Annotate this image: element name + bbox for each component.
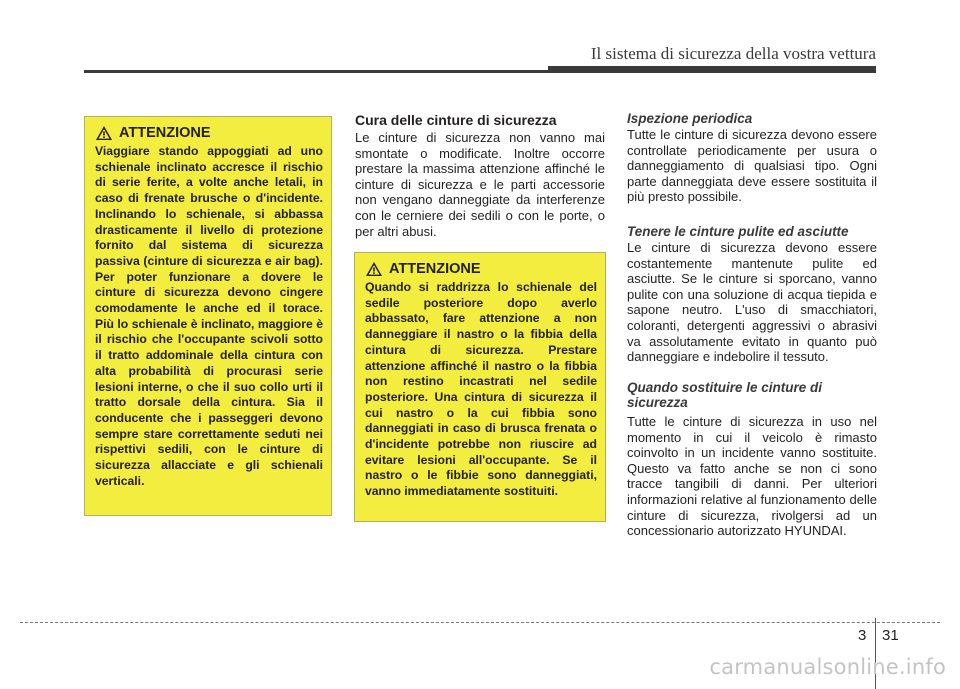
chapter-number: 3 [858, 627, 867, 644]
warning-box-seatback [354, 252, 606, 522]
warning-text: Quando si raddrizza lo schienale del sedile posteriore dopo averlo abbassato, fare attenzione a non danneggiare il nastro o la fibbia della cintura di sicurezza. Prestare attenzione affinché il nastro o la fibbia non restino incastrati nel sedile posteriore. Una cintura di sicurezza il cui nastro o la cui fibbia sono danneggiati in caso di brusca frenata o d'incidente potrebbe non riuscire ad evitare lesioni all'occupante. Se il nastro o le fibbie sono danneggiati, vanno immediatamente sostituiti. [365, 280, 597, 499]
warning-box-reclined-seat [84, 116, 332, 516]
warning-header [365, 261, 597, 277]
section-heading-sostituire: Quando sostituire le cinture di sicurezza [627, 380, 823, 410]
warning-title: ATTENZIONE [389, 261, 481, 277]
warning-text: Viaggiare stando appoggiati ad uno schienale inclinato accresce il rischio di serie ferite, a volte anche letali, in caso di frenate brusche o d'incidente. Inclinando lo schienale, si abbassa drasticamente il livello di protezione fornito dal sistema di sicurezza passiva (cinture di sicurezza e air bag). Per poter funzionare a dovere le cinture di sicurezza devono cingere comodamente le anche ed il torace. Più lo schienale è inclinato, maggiore è il rischio che l'occupante scivoli sotto il tratto addominale della cintura con alta probabilità di procurasi serie lesioni interne, o che il suo collo urti il tratto dorsale della cintura. Sia il conducente che i passeggeri devono sempre stare correttamente seduti nei rispettivi sedili, con le cinture di sicurezza allacciate e gli schienali verticali. [95, 144, 323, 488]
header-rule-accent [548, 66, 876, 73]
section-text-cura: Le cinture di sicurezza non vanno mai smontate o modificate. Inoltre occorre prestare la massima attenzione affinché le cinture di sicurezza e le parti accessorie non vengano danneggiate da interferenze con le cerniere dei sedili o con le porte, o per altri abusi. [355, 130, 605, 239]
page-header-title: Il sistema di sicurezza della vostra vettura [590, 44, 876, 63]
watermark: carmanualsonline.info [709, 655, 946, 679]
warning-header [95, 125, 323, 141]
section-heading-cura: Cura delle cinture di sicurezza [355, 112, 557, 128]
warning-triangle-icon [365, 261, 383, 277]
warning-title: ATTENZIONE [119, 125, 211, 141]
section-heading-ispezione: Ispezione periodica [627, 111, 753, 126]
page-number: 31 [882, 627, 899, 644]
section-text-sostituire: Tutte le cinture di sicurezza in uso nel momento in cui il veicolo è rimasto coinvolto in un incidente vanno sostituite. Questo va fatto anche se non ci sono tracce tangibili di danni. Per ulteriori informazioni relative al funzionamento delle cinture di sicurezza, rivolgersi ad un concessionario autorizzato HYUNDAI. [627, 414, 877, 539]
warning-triangle-icon [95, 125, 113, 141]
section-heading-pulite: Tenere le cinture pulite ed asciutte [627, 224, 849, 239]
section-text-ispezione: Tutte le cinture di sicurezza devono essere controllate periodicamente per usura o danneggiamento di qualsiasi tipo. Ogni parte danneggiata deve essere sostituita il più presto possibile. [627, 127, 877, 205]
footer-rule [20, 622, 940, 623]
section-text-pulite: Le cinture di sicurezza devono essere costantemente mantenute pulite ed asciutte. Se le cinture si sporcano, vanno pulite con una soluzione di acqua tiepida e sapone neutro. L'uso di smacchiatori, coloranti, detergenti aggressivi o abrasivi va assolutamente evitato in quanto può danneggiare e indebolire il tessuto. [627, 240, 877, 365]
